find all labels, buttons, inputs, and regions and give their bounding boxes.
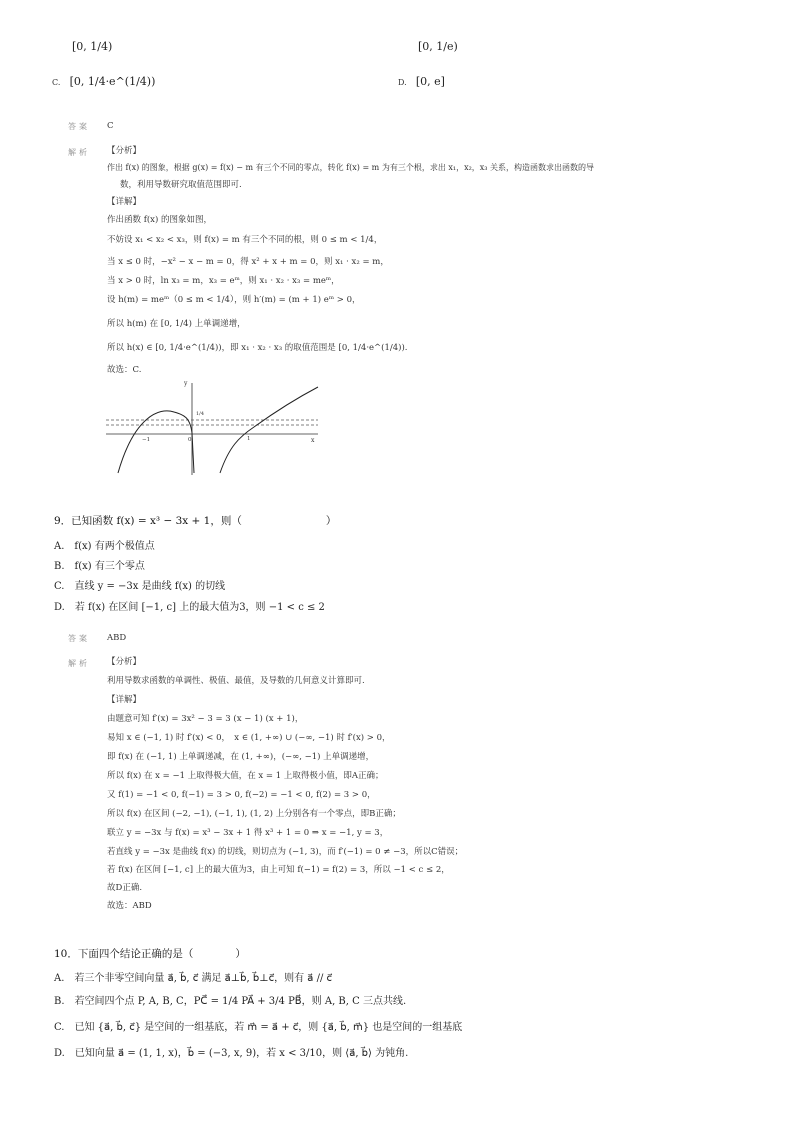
question-9-option-b: B. f(x) 有三个零点 bbox=[54, 561, 145, 572]
curve-log bbox=[220, 387, 318, 473]
analysis-line: 易知 x ∈ (−1, 1) 时 f′(x) < 0， x ∈ (1, +∞) ∪ (−∞, −1) 时 f′(x) > 0， bbox=[107, 733, 391, 743]
analysis-line: 作出函数 f(x) 的图象如图， bbox=[107, 215, 212, 225]
y-label: y bbox=[184, 380, 188, 387]
analysis-line: 【详解】 bbox=[107, 197, 142, 207]
analysis-line: 设 h(m) = meᵐ（0 ≤ m < 1/4），则 h′(m) = (m + 1) eᵐ > 0， bbox=[107, 295, 361, 305]
answer-label: 答案 bbox=[68, 122, 90, 131]
question-9-option-a: A. f(x) 有两个极值点 bbox=[54, 541, 155, 552]
analysis-line: 由题意可知 f′(x) = 3x² − 3 = 3 (x − 1) (x + 1)， bbox=[107, 714, 304, 724]
option-a-value: [0, 1/4) bbox=[72, 40, 113, 53]
question-9-option-c: C. 直线 y = −3x 是曲线 f(x) 的切线 bbox=[54, 581, 226, 592]
analysis-line: 【分析】 bbox=[107, 657, 142, 667]
analysis-line: 不妨设 x₁ < x₂ < x₃，则 f(x) = m 有三个不同的根，则 0 ≤ m < 1/4， bbox=[107, 235, 383, 245]
analysis-line: 所以 h(m) 在 [0, 1/4) 上单调递增， bbox=[107, 319, 246, 329]
question-10-stem: 10．下面四个结论正确的是（ ） bbox=[54, 948, 246, 960]
question-10-option-c: C. 已知 {a⃗, b⃗, c⃗} 是空间的一组基底，若 m⃗ = a⃗ + c⃗，则 {a⃗, b⃗, m⃗} 也是空间的一组基底 bbox=[54, 1022, 463, 1033]
analysis-line: 数，利用导数研究取值范围即可. bbox=[120, 180, 242, 190]
option-c bbox=[52, 75, 155, 88]
analysis-line: 联立 y = −3x 与 f(x) = x³ − 3x + 1 得 x³ + 1 = 0 ⇒ x = −1, y = 3， bbox=[107, 828, 389, 838]
analysis-label: 解析 bbox=[68, 659, 90, 668]
option-d bbox=[398, 75, 445, 88]
analysis-line: 若直线 y = −3x 是曲线 f(x) 的切线，则切点为 (−1, 3)，而 f′(−1) = 0 ≠ −3，所以C错误； bbox=[107, 847, 464, 857]
analysis-line: 所以 f(x) 在 x = −1 上取得极大值，在 x = 1 上取得极小值，即A正确； bbox=[107, 771, 384, 781]
tick-neg1: −1 bbox=[142, 437, 151, 443]
analysis-label: 解析 bbox=[68, 148, 90, 157]
analysis-line: 【详解】 bbox=[107, 695, 142, 705]
analysis-line: 故选：ABD bbox=[107, 901, 152, 911]
answer-value: C bbox=[107, 121, 114, 131]
x-label: x bbox=[311, 437, 315, 444]
analysis-line: 又 f(1) = −1 < 0, f(−1) = 3 > 0, f(−2) = −1 < 0, f(2) = 3 > 0， bbox=[107, 790, 376, 800]
question-10-option-b: B. 若空间四个点 P, A, B, C，PC⃗ = 1/4 PA⃗ + 3/4 PB⃗，则 A, B, C 三点共线. bbox=[54, 996, 407, 1007]
analysis-line: 故选：C. bbox=[107, 365, 142, 375]
question-9-option-d: D. 若 f(x) 在区间 [−1, c] 上的最大值为3，则 −1 < c ≤ 2 bbox=[54, 602, 325, 613]
question-10-option-a: A. 若三个非零空间向量 a⃗, b⃗, c⃗ 满足 a⃗⊥b⃗, b⃗⊥c⃗，则有 a⃗ // c⃗ bbox=[54, 973, 333, 984]
option-c-label: C. bbox=[52, 78, 61, 87]
tick-1: 1 bbox=[247, 436, 251, 442]
analysis-line: 故D正确. bbox=[107, 883, 143, 893]
analysis-line: 当 x > 0 时，ln x₃ = m，x₃ = eᵐ，则 x₁ · x₂ · x₃ = meᵐ， bbox=[107, 276, 340, 286]
analysis-line: 当 x ≤ 0 时，−x² − x − m = 0，得 x² + x + m = 0，则 x₁ · x₂ = m， bbox=[107, 257, 389, 267]
analysis-line: 若 f(x) 在区间 [−1, c] 上的最大值为3，由上可知 f(−1) = f(2) = 3，所以 −1 < c ≤ 2， bbox=[107, 865, 450, 875]
tick-0: 0 bbox=[188, 437, 192, 443]
analysis-line: 即 f(x) 在 (−1, 1) 上单调递减，在 (1, +∞)，(−∞, −1) 上单调递增， bbox=[107, 752, 375, 762]
answer-label: 答案 bbox=[68, 634, 90, 643]
option-b-value: [0, 1/e) bbox=[418, 40, 458, 53]
analysis-line: 利用导数求函数的单调性、极值、最值，及导数的几何意义计算即可. bbox=[107, 676, 365, 686]
option-c-value: [0, 1/4·e^(1/4)) bbox=[69, 75, 156, 88]
analysis-line: 作出 f(x) 的图象，根据 g(x) = f(x) − m 有三个不同的零点，转化 f(x) = m 为有三个根，求出 x₁，x₂，x₃ 关系，构造函数求出函数的导 bbox=[107, 163, 595, 172]
option-d-value: [0, e] bbox=[415, 75, 445, 88]
curve-parabola bbox=[118, 411, 192, 473]
option-d-label: D. bbox=[398, 78, 407, 87]
question-9-stem: 9．已知函数 f(x) = x³ − 3x + 1，则（ ） bbox=[54, 515, 337, 527]
tick-quarter: 1/4 bbox=[196, 411, 205, 417]
question-10-option-d: D. 已知向量 a⃗ = (1, 1, x)，b⃗ = (−3, x, 9)，若 x < 3/10，则 ⟨a⃗, b⃗⟩ 为钝角. bbox=[54, 1048, 409, 1059]
analysis-line: 所以 h(x) ∈ [0, 1/4·e^(1/4))，即 x₁ · x₂ · x₃ 的取值范围是 [0, 1/4·e^(1/4)). bbox=[107, 343, 408, 353]
analysis-line: 所以 f(x) 在区间 (−2, −1), (−1, 1), (1, 2) 上分别各有一个零点，即B正确； bbox=[107, 809, 401, 819]
analysis-line: 【分析】 bbox=[107, 146, 142, 156]
function-graph bbox=[104, 377, 324, 477]
answer-value: ABD bbox=[107, 633, 127, 643]
